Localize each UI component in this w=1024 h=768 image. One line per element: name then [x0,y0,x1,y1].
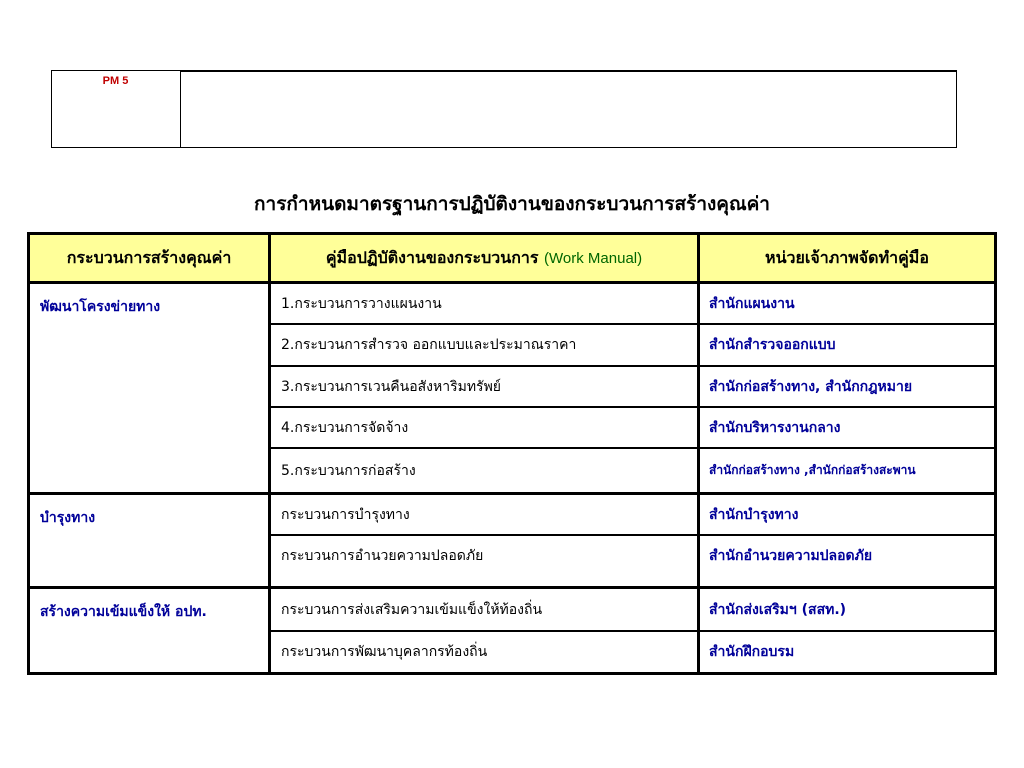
pm-box-border [51,70,957,148]
process-cell: 5.กระบวนการก่อสร้าง [281,462,416,479]
group-network-development: พัฒนาโครงข่ายทาง [40,299,161,315]
process-cell: กระบวนการส่งเสริมความเข้มแข็งให้ท้องถิ่น [281,601,543,618]
pm-box-top-rule [181,70,957,72]
header-host-unit-text: หน่วยเจ้าภาพจัดทำคู่มือ [765,247,929,267]
header-work-manual-thai: คู่มือปฏิบัติงานของกระบวนการ [325,247,539,267]
header-value-process-text: กระบวนการสร้างคุณค่า [66,247,232,267]
unit-cell: สำนักส่งเสริมฯ (สสท.) [709,601,847,618]
pm-box [51,70,957,148]
process-cell: กระบวนการอำนวยความปลอดภัย [281,548,484,564]
unit-cell: สำนักบำรุงทาง [709,506,799,523]
unit-cell: สำนักฝึกอบรม [709,644,795,660]
process-table [27,232,997,675]
header-host-unit [700,235,994,281]
group-local-strengthening: สร้างความเข้มแข็งให้ อปท. [40,604,207,620]
unit-cell: สำนักอำนวยความปลอดภัย [709,548,873,564]
header-work-manual-en: (Work Manual) [544,249,643,267]
process-cell: 3.กระบวนการเวนคืนอสังหาริมทรัพย์ [281,378,502,395]
group-road-maintenance: บำรุงทาง [40,510,96,526]
header-value-process [30,235,268,281]
unit-cell: สำนักบริหารงานกลาง [709,419,841,436]
table-border-right [994,232,997,675]
unit-cell: สำนักแผนงาน [709,295,795,312]
pm-label: PM 5 [102,75,129,87]
process-cell: 4.กระบวนการจัดจ้าง [281,419,409,436]
page-title: การกำหนดมาตรฐานการปฏิบัติงานของกระบวนการสร้างคุณค่า [254,193,770,215]
unit-cell: สำนักก่อสร้างทาง ,สำนักก่อสร้างสะพาน [709,463,916,477]
pm-box-divider [180,70,181,148]
unit-cell: สำนักสำรวจออกแบบ [709,337,836,353]
process-cell: 2.กระบวนการสำรวจ ออกแบบและประมาณราคา [281,337,577,353]
process-cell: กระบวนการพัฒนาบุคลากรท้องถิ่น [281,644,488,660]
header-work-manual [271,235,697,281]
process-cell: กระบวนการบำรุงทาง [281,506,410,523]
process-cell: 1.กระบวนการวางแผนงาน [281,295,442,312]
unit-cell: สำนักก่อสร้างทาง, สำนักกฎหมาย [709,378,913,395]
